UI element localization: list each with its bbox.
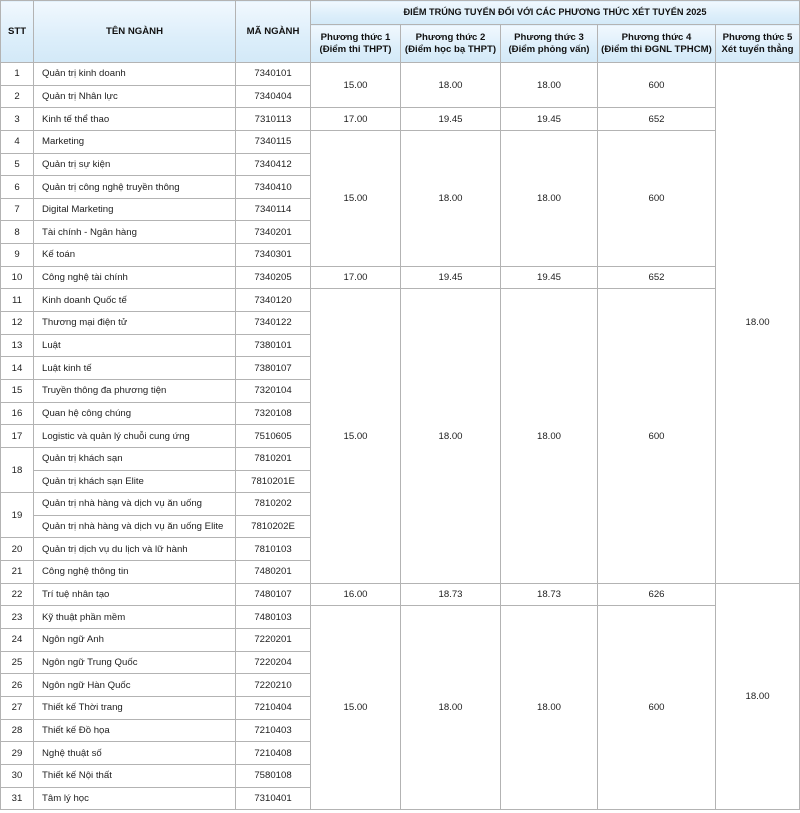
pt2-score-cell: 18.00 (401, 63, 501, 108)
method-detail: Xét tuyển thẳng (721, 43, 794, 55)
stt-cell: 26 (1, 674, 34, 697)
major-code-cell: 7320104 (236, 379, 311, 402)
major-name-cell: Quản trị nhà hàng và dịch vụ ăn uống (34, 493, 236, 516)
table-row (1, 130, 800, 153)
major-code-cell: 7340412 (236, 153, 311, 176)
pt4-score-cell: 600 (598, 289, 716, 583)
major-code-cell: 7810201E (236, 470, 311, 493)
table-row (1, 289, 800, 312)
pt4-score-cell: 652 (598, 266, 716, 289)
major-name-cell: Luật kinh tế (34, 357, 236, 380)
major-code-cell: 7810201 (236, 447, 311, 470)
stt-cell: 14 (1, 357, 34, 380)
pt4-score-cell: 626 (598, 583, 716, 606)
stt-cell: 29 (1, 742, 34, 765)
major-name-cell: Digital Marketing (34, 198, 236, 221)
major-name-cell: Quản trị sự kiện (34, 153, 236, 176)
pt3-score-cell: 18.00 (501, 63, 598, 108)
major-name-cell: Quản trị dịch vụ du lịch và lữ hành (34, 538, 236, 561)
pt3-score-cell: 18.00 (501, 130, 598, 266)
stt-cell: 2 (1, 85, 34, 108)
major-name-cell: Marketing (34, 130, 236, 153)
stt-cell: 18 (1, 447, 34, 492)
pt2-score-cell: 18.00 (401, 289, 501, 583)
major-code-cell: 7340114 (236, 198, 311, 221)
major-name-header: TÊN NGÀNH (34, 1, 236, 63)
pt1-score-cell: 17.00 (311, 108, 401, 131)
major-code-cell: 7340120 (236, 289, 311, 312)
pt3-score-cell: 18.00 (501, 606, 598, 810)
pt3-score-cell: 18.73 (501, 583, 598, 606)
stt-header: STT (1, 1, 34, 63)
major-code-cell: 7340205 (236, 266, 311, 289)
table-header (1, 1, 800, 63)
major-name-cell: Kinh tế thể thao (34, 108, 236, 131)
major-code-cell: 7480103 (236, 606, 311, 629)
major-name-cell: Quản trị khách sạn (34, 447, 236, 470)
major-code-cell: 7310401 (236, 787, 311, 810)
major-name-cell: Kỹ thuật phần mềm (34, 606, 236, 629)
pt2-score-cell: 18.00 (401, 130, 501, 266)
major-name-cell: Quản trị Nhân lực (34, 85, 236, 108)
major-name-cell: Thiết kế Đồ họa (34, 719, 236, 742)
method-detail: (Điểm thi ĐGNL TPHCM) (601, 43, 712, 55)
pt1-score-cell: 15.00 (311, 130, 401, 266)
major-name-cell: Quản trị nhà hàng và dịch vụ ăn uống Elite (34, 515, 236, 538)
pt3-score-cell: 18.00 (501, 289, 598, 583)
major-name-cell: Quản trị kinh doanh (34, 63, 236, 86)
stt-cell: 8 (1, 221, 34, 244)
stt-cell: 30 (1, 764, 34, 787)
major-name-cell: Thương mại điện tử (34, 312, 236, 335)
method-detail: (Điểm phỏng vấn) (508, 43, 590, 55)
major-code-cell: 7810103 (236, 538, 311, 561)
table-row (1, 583, 800, 606)
major-name-cell: Thiết kế Thời trang (34, 696, 236, 719)
major-name-cell: Tâm lý học (34, 787, 236, 810)
major-name-cell: Truyền thông đa phương tiện (34, 379, 236, 402)
pt1-score-cell: 15.00 (311, 289, 401, 583)
table-row (1, 266, 800, 289)
major-name-cell: Thiết kế Nội thất (34, 764, 236, 787)
stt-cell: 5 (1, 153, 34, 176)
table-body (1, 63, 800, 810)
stt-cell: 3 (1, 108, 34, 131)
method-detail: (Điểm thi THPT) (319, 43, 392, 55)
stt-cell: 28 (1, 719, 34, 742)
major-code-cell: 7480107 (236, 583, 311, 606)
major-name-cell: Quản trị công nghệ truyền thông (34, 176, 236, 199)
method-1-header (311, 25, 401, 63)
stt-cell: 21 (1, 561, 34, 584)
major-name-cell: Công nghệ thông tin (34, 561, 236, 584)
method-2-header (401, 25, 501, 63)
stt-cell: 25 (1, 651, 34, 674)
stt-cell: 15 (1, 379, 34, 402)
pt4-score-cell: 600 (598, 606, 716, 810)
score-methods-header: ĐIỂM TRÚNG TUYỂN ĐỐI VỚI CÁC PHƯƠNG THỨC XÉT TUYỂN 2025 (311, 1, 800, 25)
stt-cell: 17 (1, 425, 34, 448)
major-name-cell: Luật (34, 334, 236, 357)
major-name-cell: Công nghệ tài chính (34, 266, 236, 289)
method-name: Phương thức 2 (415, 31, 486, 43)
method-name: Phương thức 4 (621, 31, 692, 43)
pt2-score-cell: 18.00 (401, 606, 501, 810)
major-name-cell: Kinh doanh Quốc tế (34, 289, 236, 312)
major-code-cell: 7210403 (236, 719, 311, 742)
major-code-cell: 7380107 (236, 357, 311, 380)
major-name-cell: Kế toán (34, 244, 236, 267)
major-code-cell: 7810202E (236, 515, 311, 538)
major-code-cell: 7480201 (236, 561, 311, 584)
major-code-cell: 7220210 (236, 674, 311, 697)
stt-cell: 13 (1, 334, 34, 357)
table-row (1, 108, 800, 131)
pt1-score-cell: 15.00 (311, 63, 401, 108)
stt-cell: 19 (1, 493, 34, 538)
stt-cell: 20 (1, 538, 34, 561)
pt4-score-cell: 600 (598, 63, 716, 108)
major-name-cell: Tài chính - Ngân hàng (34, 221, 236, 244)
major-code-cell: 7340101 (236, 63, 311, 86)
stt-cell: 10 (1, 266, 34, 289)
pt4-score-cell: 600 (598, 130, 716, 266)
stt-cell: 4 (1, 130, 34, 153)
method-name: Phương thức 1 (320, 31, 391, 43)
stt-cell: 9 (1, 244, 34, 267)
major-code-cell: 7210408 (236, 742, 311, 765)
major-code-cell: 7380101 (236, 334, 311, 357)
stt-cell: 7 (1, 198, 34, 221)
table-row (1, 606, 800, 629)
pt4-score-cell: 652 (598, 108, 716, 131)
method-3-header (501, 25, 598, 63)
pt1-score-cell: 16.00 (311, 583, 401, 606)
major-name-cell: Trí tuệ nhân tạo (34, 583, 236, 606)
major-name-cell: Quản trị khách sạn Elite (34, 470, 236, 493)
major-code-cell: 7340410 (236, 176, 311, 199)
stt-cell: 6 (1, 176, 34, 199)
pt5-score-cell: 18.00 (716, 583, 800, 809)
major-code-cell: 7210404 (236, 696, 311, 719)
stt-cell: 22 (1, 583, 34, 606)
major-code-cell: 7340201 (236, 221, 311, 244)
pt2-score-cell: 19.45 (401, 108, 501, 131)
method-5-header (716, 25, 800, 63)
pt1-score-cell: 17.00 (311, 266, 401, 289)
major-name-cell: Quan hệ công chúng (34, 402, 236, 425)
stt-cell: 24 (1, 629, 34, 652)
major-code-cell: 7580108 (236, 764, 311, 787)
stt-cell: 27 (1, 696, 34, 719)
major-name-cell: Nghệ thuật số (34, 742, 236, 765)
pt2-score-cell: 19.45 (401, 266, 501, 289)
major-code-cell: 7340115 (236, 130, 311, 153)
major-code-cell: 7510605 (236, 425, 311, 448)
pt5-score-cell: 18.00 (716, 63, 800, 584)
stt-cell: 11 (1, 289, 34, 312)
table-row (1, 63, 800, 86)
pt1-score-cell: 15.00 (311, 606, 401, 810)
pt2-score-cell: 18.73 (401, 583, 501, 606)
method-name: Phương thức 5 (722, 31, 793, 43)
method-4-header (598, 25, 716, 63)
major-code-cell: 7340404 (236, 85, 311, 108)
major-code-cell: 7810202 (236, 493, 311, 516)
major-name-cell: Logistic và quản lý chuỗi cung ứng (34, 425, 236, 448)
method-detail: (Điểm học bạ THPT) (404, 43, 497, 55)
major-code-cell: 7340122 (236, 312, 311, 335)
major-code-header: MÃ NGÀNH (236, 1, 311, 63)
major-code-cell: 7340301 (236, 244, 311, 267)
header-row (1, 1, 800, 25)
stt-cell: 23 (1, 606, 34, 629)
pt3-score-cell: 19.45 (501, 108, 598, 131)
stt-cell: 12 (1, 312, 34, 335)
stt-cell: 16 (1, 402, 34, 425)
stt-cell: 1 (1, 63, 34, 86)
stt-cell: 31 (1, 787, 34, 810)
major-name-cell: Ngôn ngữ Anh (34, 629, 236, 652)
major-name-cell: Ngôn ngữ Hàn Quốc (34, 674, 236, 697)
major-code-cell: 7310113 (236, 108, 311, 131)
major-code-cell: 7220201 (236, 629, 311, 652)
major-name-cell: Ngôn ngữ Trung Quốc (34, 651, 236, 674)
method-name: Phương thức 3 (514, 31, 584, 43)
major-code-cell: 7220204 (236, 651, 311, 674)
major-code-cell: 7320108 (236, 402, 311, 425)
pt3-score-cell: 19.45 (501, 266, 598, 289)
